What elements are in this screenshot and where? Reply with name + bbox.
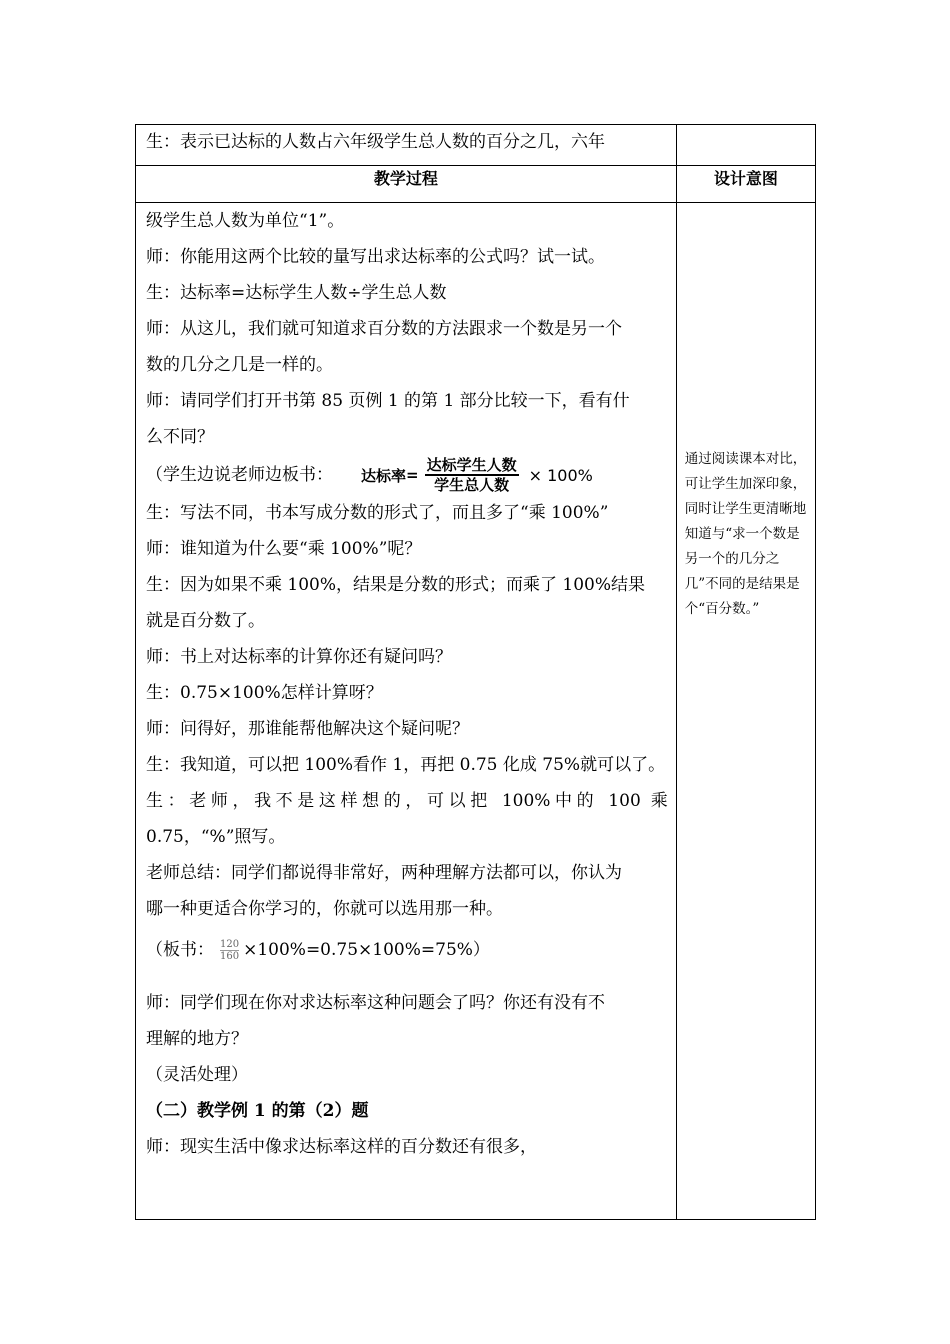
body-row bbox=[136, 203, 816, 1220]
formula-lhs: 达标率 bbox=[361, 466, 407, 485]
formula-equals: = bbox=[406, 466, 419, 484]
text-line: 师：现实生活中像求达标率这样的百分数还有很多， bbox=[146, 1137, 537, 1157]
formula-prefix: （学生边说老师边板书： bbox=[146, 465, 333, 485]
text-line: 师：同学们现在你对求达标率这种问题会了吗？你还有没有不 bbox=[146, 993, 605, 1013]
text-line: 师：问得好，那谁能帮他解决这个疑问呢？ bbox=[146, 719, 469, 739]
text-line: 理解的地方？ bbox=[146, 1029, 248, 1049]
text-line: 师：请同学们打开书第 85 页例 1 的第 1 部分比较一下，看有什 bbox=[146, 391, 630, 411]
intent-note: 通过阅读课本对比，可让学生加深印象，同时让学生更清晰地知道与“求一个数是另一个的几分之几”不同的是结果是个“百分数。” bbox=[684, 451, 807, 617]
intent-cell bbox=[676, 203, 815, 1220]
text-line: 师：谁知道为什么要“乘 100%”呢？ bbox=[146, 539, 422, 559]
board-rest: ×100%=0.75×100%=75%） bbox=[243, 940, 490, 960]
section-title: （二）教学例 1 的第（2）题 bbox=[146, 1101, 369, 1121]
formula-numerator: 达标学生人数 bbox=[426, 456, 517, 474]
header-row bbox=[136, 166, 816, 203]
board-fraction bbox=[220, 939, 239, 962]
text-line: 师：你能用这两个比较的量写出求达标率的公式吗？试一试。 bbox=[146, 247, 605, 267]
text-line: 0.75，“%”照写。 bbox=[146, 827, 286, 847]
board-line bbox=[146, 927, 668, 973]
text-line: 么不同？ bbox=[146, 427, 214, 447]
continuation-text: 生：表示已达标的人数占六年级学生总人数的百分之几，六年 bbox=[146, 132, 605, 152]
formula-times: × 100% bbox=[528, 465, 593, 485]
text-line: 生：因为如果不乘 100%，结果是分数的形式；而乘了 100%结果 bbox=[146, 575, 646, 595]
formula-fraction bbox=[425, 456, 519, 494]
text-line: 级学生总人数为单位“1”。 bbox=[146, 211, 345, 231]
board-prefix: （板书： bbox=[146, 940, 214, 960]
lesson-plan-table bbox=[135, 124, 816, 1220]
text-line: 就是百分数了。 bbox=[146, 611, 265, 631]
text-line: （灵活处理） bbox=[146, 1065, 248, 1085]
text-line: 数的几分之几是一样的。 bbox=[146, 355, 333, 375]
rate-formula bbox=[361, 456, 593, 494]
text-line: 师：书上对达标率的计算你还有疑问吗？ bbox=[146, 647, 452, 667]
process-cell bbox=[136, 203, 677, 1220]
board-numerator: 120 bbox=[220, 938, 240, 950]
text-line: 生：0.75×100%怎样计算呀？ bbox=[146, 683, 383, 703]
formula-denominator: 学生总人数 bbox=[434, 476, 510, 494]
text-line: 哪一种更适合你学习的，你就可以选用那一种。 bbox=[146, 899, 503, 919]
header-intent: 设计意图 bbox=[676, 166, 815, 203]
text-line: 生：写法不同，书本写成分数的形式了，而且多了“乘 100%” bbox=[146, 503, 609, 523]
continuation-side-cell bbox=[676, 125, 815, 166]
process-content bbox=[136, 203, 676, 1165]
text-line: 师：从这儿，我们就可知道求百分数的方法跟求一个数是另一个 bbox=[146, 319, 622, 339]
continuation-row bbox=[136, 125, 816, 166]
text-line: 生：老师，我不是这样想的，可以把 100%中的 100 乘 bbox=[146, 791, 668, 811]
formula-line bbox=[146, 455, 668, 495]
board-denominator: 160 bbox=[220, 950, 240, 962]
text-line: 生：我知道，可以把 100%看作 1，再把 0.75 化成 75%就可以了。 bbox=[146, 755, 666, 775]
header-process: 教学过程 bbox=[136, 166, 677, 203]
continuation-cell bbox=[136, 125, 677, 166]
text-line: 老师总结：同学们都说得非常好，两种理解方法都可以，你认为 bbox=[146, 863, 622, 883]
text-line: 生：达标率=达标学生人数÷学生总人数 bbox=[146, 283, 447, 303]
